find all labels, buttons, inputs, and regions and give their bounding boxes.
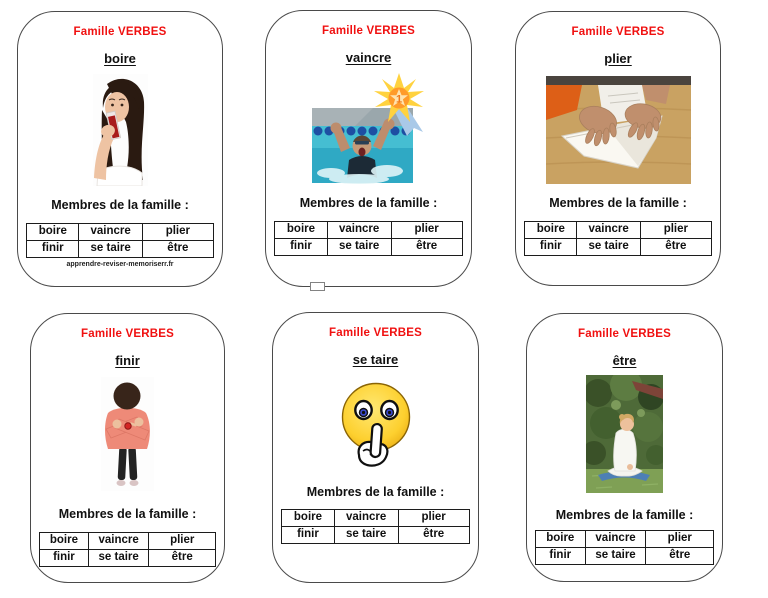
family-member-cell: être bbox=[391, 239, 462, 256]
members-label: Membres de la famille : bbox=[299, 196, 438, 210]
family-member-cell: se taire bbox=[79, 241, 142, 258]
verb-name: plier bbox=[604, 51, 632, 66]
family-member-cell: finir bbox=[525, 239, 577, 256]
card-title: Famille VERBES bbox=[81, 328, 174, 340]
card-title: Famille VERBES bbox=[578, 328, 671, 340]
family-member-cell: plier bbox=[142, 224, 213, 241]
family-member-cell: être bbox=[398, 527, 469, 544]
members-label: Membres de la famille : bbox=[306, 485, 445, 499]
family-member-cell: vaincre bbox=[89, 533, 149, 550]
card-title: Famille VERBES bbox=[329, 327, 422, 339]
members-label: Membres de la famille : bbox=[555, 508, 694, 522]
card-boire bbox=[17, 11, 223, 287]
family-member-cell: finir bbox=[282, 527, 335, 544]
family-member-cell: vaincre bbox=[577, 222, 640, 239]
family-member-cell: boire bbox=[282, 510, 335, 527]
family-member-cell: finir bbox=[535, 548, 585, 565]
swimmer-victory-photo bbox=[311, 72, 426, 184]
family-member-cell: vaincre bbox=[585, 531, 646, 548]
card-plier bbox=[515, 11, 721, 286]
woman-drinking-photo bbox=[93, 73, 148, 186]
family-table bbox=[524, 221, 712, 256]
website-url: apprendre-reviser-memoriserr.fr bbox=[66, 261, 174, 268]
pointing-at-watch-photo bbox=[101, 377, 154, 491]
family-member-cell: finir bbox=[275, 239, 328, 256]
family-member-cell: vaincre bbox=[79, 224, 142, 241]
family-member-cell: être bbox=[640, 239, 711, 256]
family-table bbox=[535, 530, 714, 565]
family-member-cell: vaincre bbox=[334, 510, 398, 527]
family-member-cell: plier bbox=[398, 510, 469, 527]
family-member-cell: se taire bbox=[89, 550, 149, 567]
card-title: Famille VERBES bbox=[322, 25, 415, 37]
members-label: Membres de la famille : bbox=[58, 507, 197, 521]
family-member-cell: se taire bbox=[334, 527, 398, 544]
card-finir bbox=[30, 313, 225, 583]
family-member-cell: se taire bbox=[327, 239, 391, 256]
verb-name: finir bbox=[115, 353, 140, 368]
verb-name: vaincre bbox=[345, 50, 392, 65]
shush-emoji bbox=[339, 375, 412, 472]
members-label: Membres de la famille : bbox=[51, 198, 189, 212]
card-se-taire bbox=[272, 312, 479, 583]
family-member-cell: plier bbox=[149, 533, 216, 550]
card-vaincre bbox=[265, 10, 472, 287]
family-member-cell: boire bbox=[275, 222, 328, 239]
folding-paper-photo bbox=[546, 76, 691, 184]
family-member-cell: plier bbox=[391, 222, 462, 239]
family-member-cell: être bbox=[646, 548, 714, 565]
family-member-cell: se taire bbox=[577, 239, 640, 256]
family-table bbox=[26, 223, 214, 258]
family-member-cell: plier bbox=[646, 531, 714, 548]
meditating-woman-photo bbox=[586, 375, 663, 493]
family-member-cell: boire bbox=[525, 222, 577, 239]
medal-number: 1 bbox=[395, 93, 403, 106]
family-member-cell: boire bbox=[27, 224, 79, 241]
verb-name: être bbox=[612, 353, 637, 368]
family-member-cell: boire bbox=[39, 533, 88, 550]
family-member-cell: plier bbox=[640, 222, 711, 239]
textbox-handle-artifact bbox=[310, 282, 325, 291]
family-table bbox=[274, 221, 463, 256]
family-member-cell: finir bbox=[27, 241, 79, 258]
family-table bbox=[281, 509, 470, 544]
family-member-cell: être bbox=[142, 241, 213, 258]
family-member-cell: vaincre bbox=[327, 222, 391, 239]
verb-name: se taire bbox=[352, 352, 399, 367]
card-title: Famille VERBES bbox=[73, 26, 167, 38]
verb-name: boire bbox=[104, 51, 136, 66]
members-label: Membres de la famille : bbox=[549, 196, 687, 210]
family-member-cell: finir bbox=[39, 550, 88, 567]
family-member-cell: boire bbox=[535, 531, 585, 548]
family-member-cell: être bbox=[149, 550, 216, 567]
family-table bbox=[39, 532, 217, 567]
family-member-cell: se taire bbox=[585, 548, 646, 565]
card-title: Famille VERBES bbox=[571, 26, 665, 38]
card-etre bbox=[526, 313, 723, 582]
